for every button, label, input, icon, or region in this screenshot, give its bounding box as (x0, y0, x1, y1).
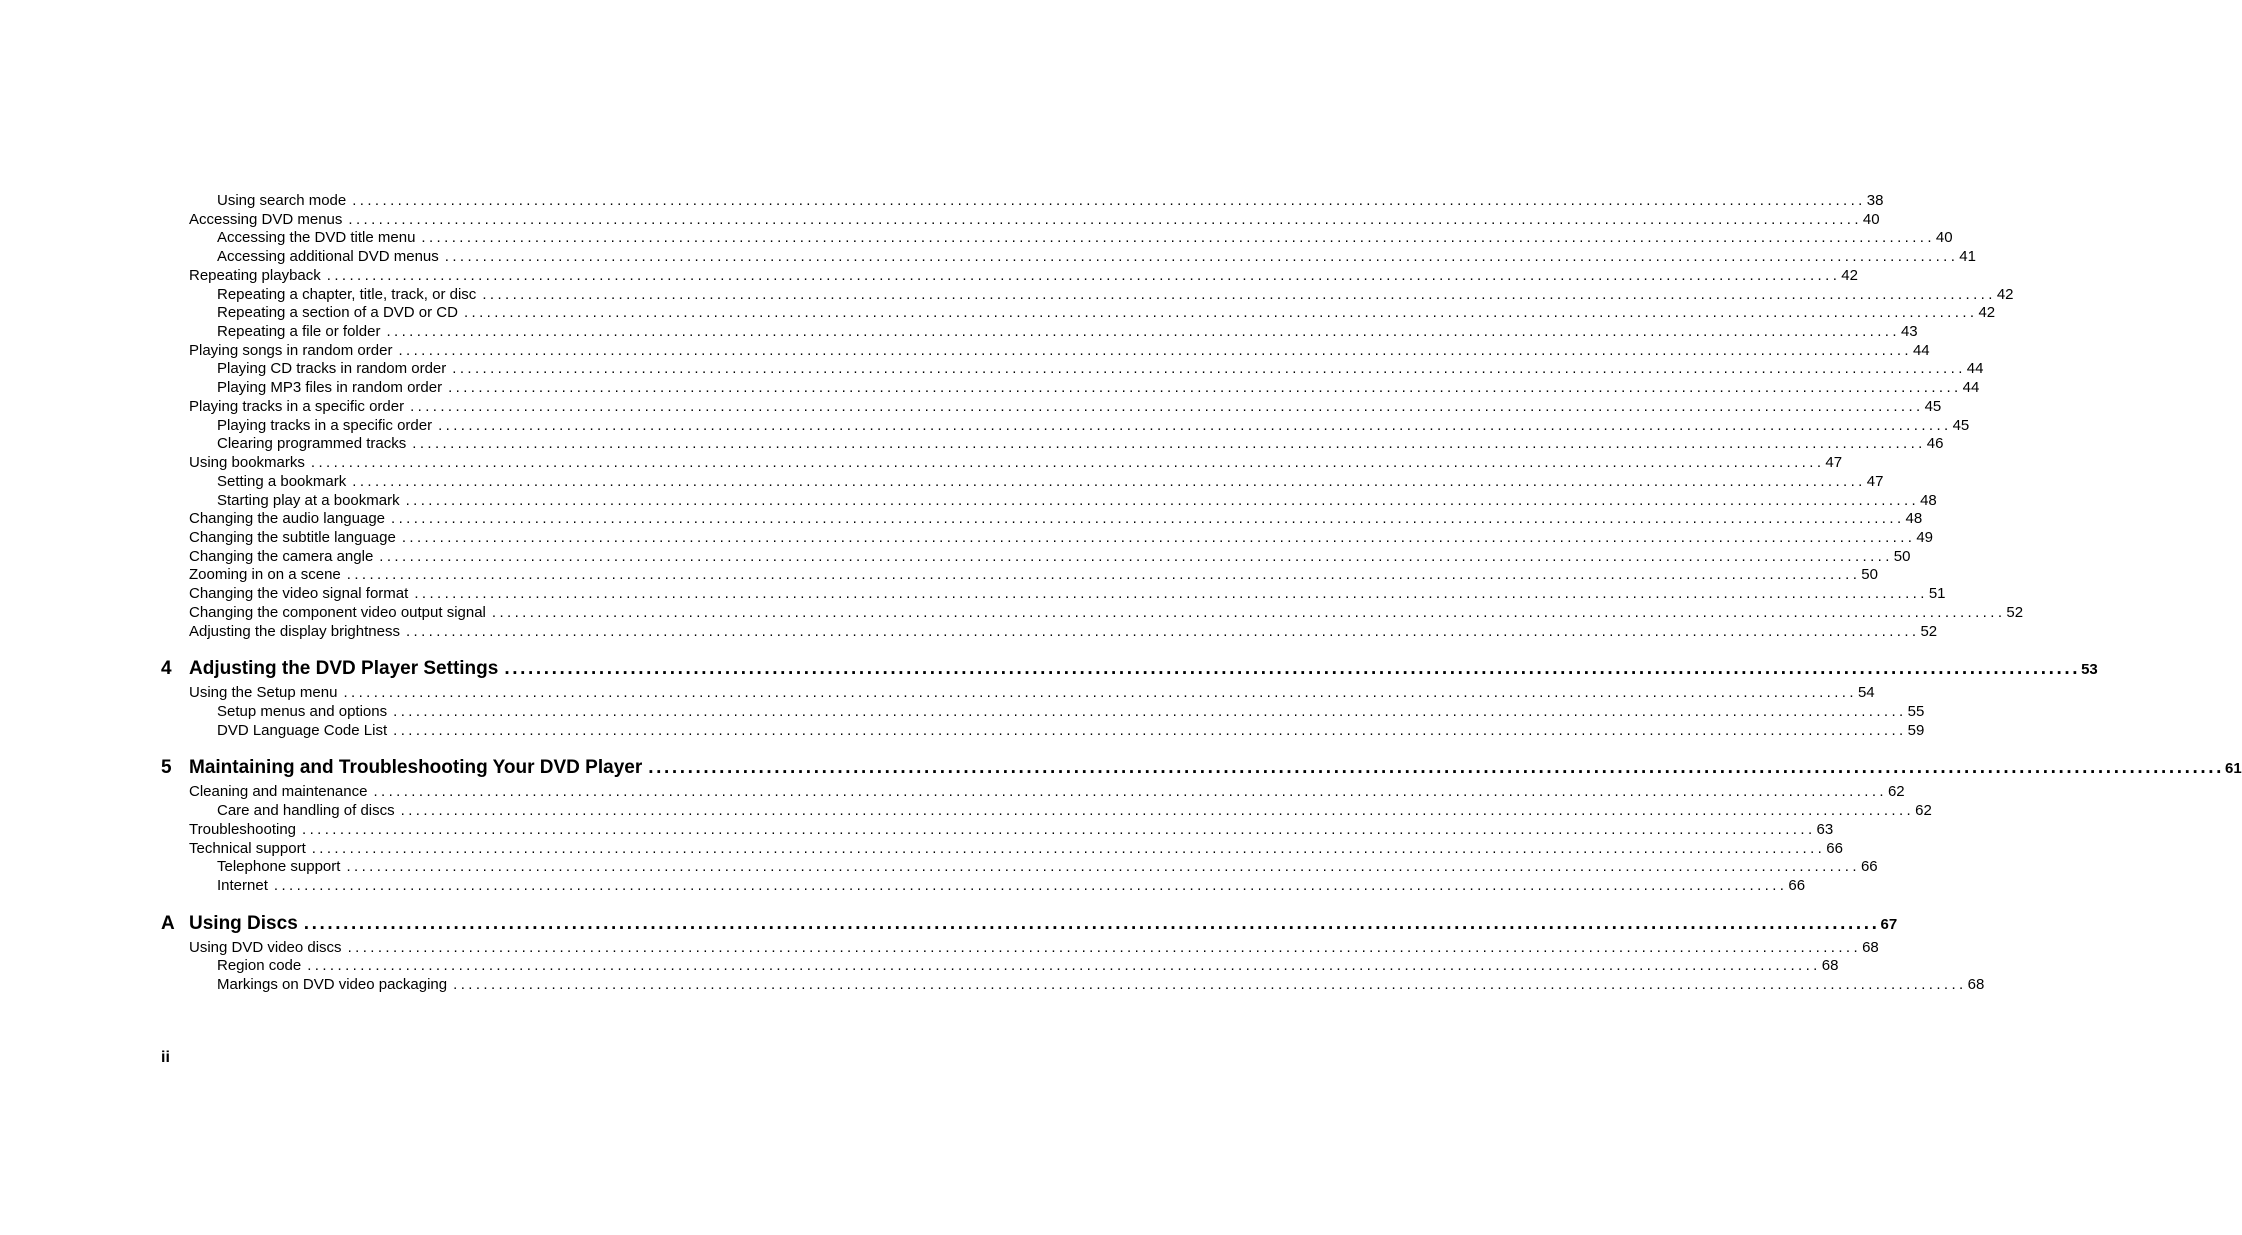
toc-entry[interactable] (217, 303, 1996, 322)
toc-entry-page: 68 (1967, 976, 1985, 994)
dot-leader: ........................................................................................................................................................................................................ (348, 210, 1862, 228)
toc-entry-page: 43 (1900, 323, 1918, 341)
toc-entry-page: 61 (2225, 760, 2242, 778)
toc-entry[interactable] (189, 528, 1934, 547)
toc-entry-title: Cleaning and maintenance (189, 783, 368, 801)
toc-entry-title: Accessing additional DVD menus (217, 248, 439, 266)
dot-leader: ........................................................................................................................................................................................................ (379, 547, 1893, 565)
toc-entry-page: 47 (1866, 472, 1884, 490)
toc-entry[interactable] (217, 434, 1944, 453)
toc-entry-title: Using bookmarks (189, 454, 305, 472)
page-number: ii (161, 1049, 170, 1066)
toc-entry-page: 47 (1825, 454, 1843, 472)
toc-entry-title: Repeating a section of a DVD or CD (217, 304, 458, 322)
dot-leader: ........................................................................................................................................................................................................ (444, 248, 1959, 266)
toc-entry[interactable] (217, 702, 1925, 721)
toc-entry-page: 68 (1862, 938, 1879, 956)
dot-leader: ........................................................................................................................................................................................................ (346, 566, 1861, 584)
toc-entry-page: 40 (1862, 210, 1880, 228)
toc-entry[interactable] (189, 938, 1879, 957)
toc-entry-page: 53 (2081, 661, 2098, 679)
toc-entry-title: Playing MP3 files in random order (217, 379, 443, 397)
toc-entry[interactable] (217, 975, 1985, 994)
toc-entry-page: 62 (1915, 802, 1932, 820)
toc-entry-page: 44 (1962, 379, 1980, 397)
dot-leader: ........................................................................................................................................................................................................ (302, 820, 1816, 838)
toc-entry-page: 66 (1788, 877, 1806, 895)
dot-leader: ........................................................................................................................................................................................................ (648, 757, 2224, 779)
toc-entry-page: 48 (1905, 510, 1923, 528)
dot-leader: ........................................................................................................................................................................................................ (401, 528, 1916, 546)
toc-entry-page: 44 (1966, 360, 1984, 378)
toc-entry-page: 54 (1857, 684, 1875, 702)
toc-entry-title: Changing the subtitle language (189, 528, 396, 546)
dot-leader: ........................................................................................................................................................................................................ (326, 266, 1841, 284)
toc-entry[interactable] (217, 472, 1884, 491)
chapter-number: 5 (161, 757, 172, 779)
toc-entry[interactable] (217, 721, 1925, 740)
dot-leader: ........................................................................................................................................................................................................ (391, 510, 1905, 528)
dot-leader: ........................................................................................................................................................................................................ (352, 192, 1866, 209)
toc-entry-page: 68 (1821, 957, 1839, 975)
toc-entry-title: Repeating a chapter, title, track, or disc (217, 285, 477, 303)
toc-entry-page: 42 (1841, 266, 1858, 284)
toc-entry-title: Playing CD tracks in random order (217, 360, 447, 378)
dot-leader: ........................................................................................................................................................................................................ (310, 454, 1825, 472)
toc-entry[interactable] (189, 584, 1946, 603)
dot-leader: ........................................................................................................................................................................................................ (452, 360, 1966, 378)
toc-entry-title: Repeating a file or folder (217, 323, 381, 341)
toc-entry-title: Region code (217, 957, 302, 975)
dot-leader: ........................................................................................................................................................................................................ (393, 721, 1907, 739)
dot-leader: ........................................................................................................................................................................................................ (453, 976, 1967, 994)
dot-leader: ........................................................................................................................................................................................................ (373, 783, 1887, 801)
toc-entry[interactable] (189, 547, 1911, 566)
dot-leader: ........................................................................................................................................................................................................ (491, 603, 2006, 621)
toc-entry-title: Playing tracks in a specific order (217, 416, 433, 434)
toc-entry-title: Accessing DVD menus (189, 210, 343, 228)
toc-entry-page: 52 (1920, 622, 1938, 640)
toc-entry-page: 46 (1926, 435, 1944, 453)
toc-entry[interactable] (217, 378, 1980, 397)
toc-entry-title: Playing songs in random order (189, 341, 393, 359)
toc-entry[interactable] (189, 453, 1843, 472)
toc-entry[interactable] (189, 820, 1834, 839)
dot-leader: ........................................................................................................................................................................................................ (414, 585, 1928, 603)
toc-entry[interactable] (189, 509, 1923, 528)
toc-entry[interactable] (189, 603, 2024, 622)
dot-leader: ........................................................................................................................................................................................................ (410, 397, 1924, 415)
dot-leader: ........................................................................................................................................................................................................ (346, 858, 1860, 876)
toc-entry-page: 42 (1978, 304, 1996, 322)
dot-leader: ........................................................................................................................................................................................................ (405, 491, 1920, 509)
toc-entry[interactable] (217, 491, 1937, 510)
toc-entry-title: Maintaining and Troubleshooting Your DVD Player (189, 757, 643, 779)
toc-entry-page: 44 (1912, 341, 1930, 359)
dot-leader: ........................................................................................................................................................................................................ (504, 658, 2081, 680)
toc-entry-page: 55 (1907, 703, 1925, 720)
toc-entry-title: Changing the video signal format (189, 585, 409, 603)
toc-entry-page: 63 (1816, 820, 1834, 838)
toc-entry-title: Using the Setup menu (189, 684, 338, 702)
dot-leader: ........................................................................................................................................................................................................ (405, 622, 1920, 640)
dot-leader: ........................................................................................................................................................................................................ (412, 435, 1926, 453)
toc-entry-title: Starting play at a bookmark (217, 491, 400, 509)
toc-entry-page: 40 (1935, 229, 1953, 247)
toc-entry[interactable] (189, 565, 1878, 584)
toc-entry-page: 52 (2006, 603, 2024, 621)
dot-leader: ........................................................................................................................................................................................................ (421, 229, 1935, 247)
dot-leader: ........................................................................................................................................................................................................ (352, 472, 1866, 490)
toc-entry-page: 59 (1907, 721, 1925, 739)
toc-entry-title: Changing the component video output signal (189, 603, 486, 621)
toc-entry-title: Adjusting the DVD Player Settings (189, 658, 499, 680)
toc-entry-page: 50 (1893, 547, 1911, 565)
toc-entry[interactable] (189, 683, 1875, 702)
dot-leader: ........................................................................................................................................................................................................ (311, 839, 1826, 857)
toc-entry-title: Changing the camera angle (189, 547, 374, 565)
toc-entry-title: Accessing the DVD title menu (217, 229, 416, 247)
toc-entry-title: Setup menus and options (217, 703, 388, 720)
toc-chapter-entry[interactable] (189, 912, 1898, 936)
dot-leader: ........................................................................................................................................................................................................ (343, 684, 1857, 702)
toc-entry-page: 66 (1826, 839, 1843, 857)
toc-entry-page: 67 (1880, 915, 1898, 933)
toc-entry[interactable] (217, 359, 1984, 378)
toc-entry[interactable] (217, 247, 1976, 266)
toc-entry-title: Using DVD video discs (189, 938, 342, 956)
toc-entry-title: Markings on DVD video packaging (217, 976, 448, 994)
toc-entry[interactable] (217, 857, 1878, 876)
toc-entry[interactable] (217, 956, 1839, 975)
toc-entry-title: Setting a bookmark (217, 472, 347, 490)
toc-chapter-entry[interactable] (189, 657, 2098, 681)
toc-entry[interactable] (189, 266, 1858, 285)
toc-entry[interactable] (189, 782, 1905, 801)
toc-entry-title: Repeating playback (189, 266, 321, 284)
toc-entry-title: Playing tracks in a specific order (189, 397, 405, 415)
dot-leader: ........................................................................................................................................................................................................ (398, 341, 1912, 359)
dot-leader: ........................................................................................................................................................................................................ (303, 912, 1880, 934)
toc-entry-page: 45 (1952, 416, 1970, 434)
toc-entry-page: 45 (1924, 397, 1942, 415)
toc-entry-title: DVD Language Code List (217, 721, 388, 739)
dot-leader: ........................................................................................................................................................................................................ (448, 379, 1962, 397)
dot-leader: ........................................................................................................................................................................................................ (438, 416, 1952, 434)
dot-leader: ........................................................................................................................................................................................................ (386, 323, 1900, 341)
chapter-number: 4 (161, 658, 172, 680)
dot-leader: ........................................................................................................................................................................................................ (347, 938, 1862, 956)
toc-entry-title: Using search mode (217, 192, 347, 209)
toc-entry-title: Using Discs (189, 912, 298, 934)
toc-entry-page: 51 (1928, 585, 1946, 603)
toc-entry-page: 62 (1887, 783, 1905, 801)
toc-entry[interactable] (189, 210, 1880, 229)
toc-entry[interactable] (217, 801, 1932, 820)
toc-chapter-entry[interactable] (189, 756, 2242, 780)
chapter-number: A (161, 912, 175, 934)
toc-entry[interactable] (217, 416, 1970, 435)
toc-entry-page: 50 (1861, 566, 1878, 584)
toc-entry[interactable] (189, 839, 1843, 858)
toc-entry[interactable] (189, 397, 1942, 416)
toc-entry[interactable] (189, 341, 1930, 360)
toc-entry-title: Internet (217, 877, 268, 895)
dot-leader: ........................................................................................................................................................................................................ (463, 304, 1978, 322)
toc-entry-page: 41 (1959, 248, 1976, 266)
toc-entry-title: Technical support (189, 839, 306, 857)
toc-entry-title: Zooming in on a scene (189, 566, 341, 584)
toc-entry-page: 42 (1996, 285, 2014, 303)
dot-leader: ........................................................................................................................................................................................................ (482, 285, 1996, 303)
toc-entry-page: 66 (1860, 858, 1878, 876)
toc-entry[interactable] (217, 285, 2014, 304)
toc-entry[interactable] (217, 322, 1918, 341)
toc-entry-title: Changing the audio language (189, 510, 386, 528)
toc-entry[interactable] (217, 191, 1884, 210)
toc-entry-title: Clearing programmed tracks (217, 435, 407, 453)
dot-leader: ........................................................................................................................................................................................................ (400, 802, 1915, 820)
toc-entry-title: Adjusting the display brightness (189, 622, 400, 640)
toc-entry[interactable] (189, 622, 1938, 641)
toc-entry[interactable] (217, 228, 1953, 247)
dot-leader: ........................................................................................................................................................................................................ (307, 957, 1821, 975)
toc-entry-page: 48 (1920, 491, 1937, 509)
toc-entry-title: Care and handling of discs (217, 802, 395, 820)
dot-leader: ........................................................................................................................................................................................................ (393, 703, 1907, 720)
toc-entry[interactable] (217, 876, 1806, 895)
toc-entry-page: 49 (1916, 528, 1934, 546)
dot-leader: ........................................................................................................................................................................................................ (273, 877, 1788, 895)
toc-entry-title: Troubleshooting (189, 820, 297, 838)
toc-entry-title: Telephone support (217, 858, 341, 876)
toc-entry-page: 38 (1866, 192, 1884, 209)
